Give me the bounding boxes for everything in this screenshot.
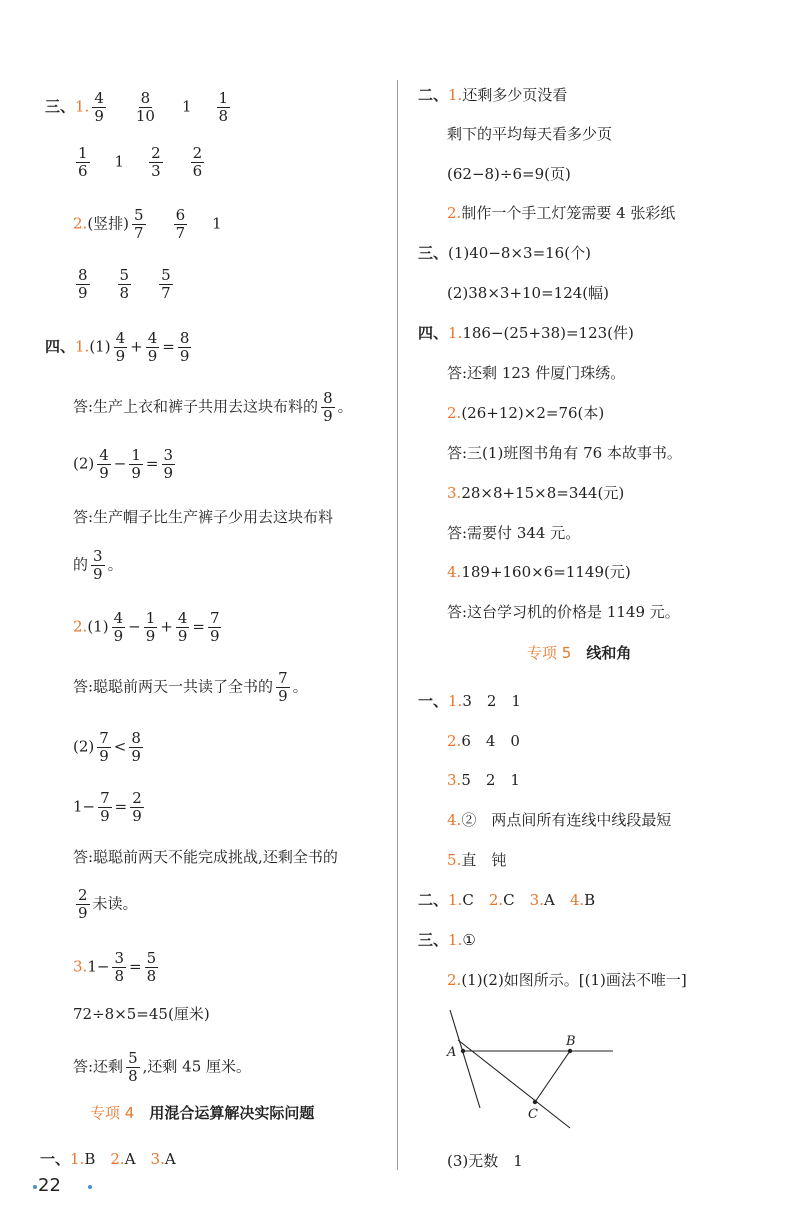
right-s4-answer3: 答:需要付 344 元。 <box>447 524 581 542</box>
fraction: $\frac{8}{9}$ <box>78 266 88 302</box>
fraction: $\frac{5}{7}$ <box>134 206 144 242</box>
fraction: $\frac{7}{9}$ <box>278 669 288 705</box>
topic4-heading: 专项 4 用混合运算解决实际问题 <box>90 1104 315 1122</box>
left-s4-q1-eq2: (2) $\frac{4}{9}$ − $\frac{1}{9}$ = $\frac{3}{9}$ <box>73 446 174 482</box>
right-s4-answer2: 答:三(1)班图书角有 76 本故事书。 <box>447 444 682 462</box>
left-s4-q2-eq1: 2.(1) $\frac{4}{9}$ − $\frac{1}{9}$ + $\frac{4}{9}$ = $\frac{7}{9}$ <box>73 609 220 645</box>
left-s4-q2-eq3: 1− $\frac{7}{9}$ = $\frac{2}{9}$ <box>73 789 142 825</box>
fraction: $\frac{8}{9}$ <box>323 389 333 425</box>
fraction: $\frac{8}{9}$ <box>179 329 190 365</box>
fraction: $\frac{1}{9}$ <box>131 446 141 482</box>
topic5-heading: 专项 5 线和角 <box>527 644 632 662</box>
fraction: $\frac{3}{9}$ <box>163 446 174 482</box>
fraction: $\frac{2}{6}$ <box>192 144 203 180</box>
left-s3-q1-row2: $\frac{1}{6}$ 1 $\frac{2}{3}$ $\frac{2}{6}$ <box>78 144 203 180</box>
topic5-s2: 二、1.C 2.C 3.A 4.B <box>418 891 596 909</box>
right-s3-q1: 三、(1)40−8×3=16(个) <box>418 244 591 262</box>
fraction: $\frac{6}{7}$ <box>175 206 186 242</box>
point-c <box>533 1100 537 1104</box>
topic5-s1-q2: 2.6 4 0 <box>447 732 520 750</box>
right-s4-answer1: 答:还剩 123 件厦门珠绣。 <box>447 364 626 382</box>
fraction: $\frac{7}{9}$ <box>100 789 110 825</box>
left-s4-q1-eq1: 四、1.(1) $\frac{4}{9}$ + $\frac{4}{9}$ = $\frac{8}{9}$ <box>45 329 190 365</box>
topic5-s1-q4: 4.② 两点间所有连线中线段最短 <box>447 811 672 829</box>
fraction: $\frac{1}{6}$ <box>78 144 88 180</box>
topic5-s3-q3: (3)无数 1 <box>447 1152 523 1170</box>
right-s4-q2: 2.(26+12)×2=76(本) <box>447 404 605 422</box>
topic5-s1-q1: 一、1.3 2 1 <box>418 692 521 710</box>
topic5-s3-q2: 2.(1)(2)如图所示。[(1)画法不唯一] <box>447 971 687 989</box>
right-s4-q1: 四、1.186−(25+38)=123(件) <box>418 324 634 342</box>
right-s2-q1-line3: (62−8)÷6=9(页) <box>447 165 571 183</box>
fraction: $\frac{3}{9}$ <box>93 547 103 583</box>
page-dot-icon <box>33 1185 37 1189</box>
right-s2-q2: 2.制作一个手工灯笼需要 4 张彩纸 <box>447 204 676 222</box>
topic4-s1: 一、1.B 2.A 3.A <box>40 1150 176 1168</box>
right-s2-q1: 二、1.还剩多少页没看 <box>418 86 568 104</box>
left-s3-q1: 三、1. $\frac{4}{9}$ $\frac{8}{10}$ 1 $\frac{1}{8}$ <box>45 89 229 125</box>
topic5-s3-q1: 三、1.① <box>418 931 476 949</box>
segment-bc <box>535 1051 570 1102</box>
label-a: A <box>447 1045 457 1060</box>
fraction: $\frac{4}{9}$ <box>147 329 158 365</box>
geometry-figure <box>430 1000 630 1135</box>
fraction: $\frac{3}{8}$ <box>114 949 124 985</box>
column-divider <box>397 80 398 1170</box>
line-through-a-diagonal <box>458 1040 570 1128</box>
fraction: $\frac{4}{9}$ <box>113 609 124 645</box>
fraction: $\frac{5}{7}$ <box>161 266 171 302</box>
fraction: $\frac{7}{9}$ <box>99 729 109 765</box>
right-s4-q3: 3.28×8+15×8=344(元) <box>447 484 625 502</box>
fraction: $\frac{5}{8}$ <box>146 949 157 985</box>
fraction: $\frac{2}{9}$ <box>78 886 88 922</box>
left-s4-answer2-cont: 的 $\frac{3}{9}$ 。 <box>73 547 123 583</box>
left-s4-answer4: 答:聪聪前两天不能完成挑战,还剩全书的 <box>73 848 338 866</box>
point-a <box>461 1049 465 1053</box>
fraction: $\frac{2}{9}$ <box>132 789 142 825</box>
left-s4-answer5: 答:还剩 $\frac{5}{8}$ ,还剩 45 厘米。 <box>73 1049 252 1085</box>
fraction: $\frac{8}{9}$ <box>131 729 141 765</box>
right-s3-q2: (2)38×3+10=124(幅) <box>447 284 610 302</box>
label-c: C <box>528 1107 538 1122</box>
left-s4-q3-eq: 3.1− $\frac{3}{8}$ = $\frac{5}{8}$ <box>73 949 157 985</box>
topic5-s1-q3: 3.5 2 1 <box>447 771 520 789</box>
page-dot-icon <box>88 1185 92 1189</box>
fraction: $\frac{2}{3}$ <box>151 144 161 180</box>
left-s4-q2-eq2: (2) $\frac{7}{9}$ < $\frac{8}{9}$ <box>73 729 141 765</box>
left-s4-answer2: 答:生产帽子比生产裤子少用去这块布料 <box>73 508 334 526</box>
label-b: B <box>566 1034 576 1049</box>
left-s4-answer3: 答:聪聪前两天一共读了全书的 $\frac{7}{9}$ 。 <box>73 669 308 705</box>
fraction: $\frac{4}{9}$ <box>94 89 104 125</box>
fraction: $\frac{7}{9}$ <box>209 609 220 645</box>
fraction: $\frac{4}{9}$ <box>115 329 126 365</box>
page-number: 22 <box>38 1175 61 1196</box>
point-b <box>568 1049 572 1053</box>
left-s4-q3-calc: 72÷8×5=45(厘米) <box>73 1005 210 1023</box>
fraction: $\frac{8}{10}$ <box>135 89 155 125</box>
right-s4-answer4: 答:这台学习机的价格是 1149 元。 <box>447 603 680 621</box>
left-s4-answer1: 答:生产上衣和裤子共用去这块布料的 $\frac{8}{9}$ 。 <box>73 389 353 425</box>
fraction: $\frac{5}{8}$ <box>128 1049 138 1085</box>
left-s4-answer4-cont: $\frac{2}{9}$ 未读。 <box>78 886 138 922</box>
fraction: $\frac{1}{9}$ <box>145 609 156 645</box>
fraction: $\frac{1}{8}$ <box>218 89 229 125</box>
topic5-s1-q5: 5.直 钝 <box>447 851 507 869</box>
left-s3-q2-row2 <box>73 267 176 302</box>
fraction: $\frac{5}{8}$ <box>119 266 130 302</box>
right-s4-q4: 4.189+160×6=1149(元) <box>447 563 631 581</box>
fraction: $\frac{4}{9}$ <box>177 609 188 645</box>
right-s2-q1-line2: 剩下的平均每天看多少页 <box>447 125 613 143</box>
fraction: $\frac{4}{9}$ <box>99 446 109 482</box>
left-s3-q2: 2.(竖排) $\frac{5}{7}$ $\frac{6}{7}$ 1 <box>73 206 222 242</box>
